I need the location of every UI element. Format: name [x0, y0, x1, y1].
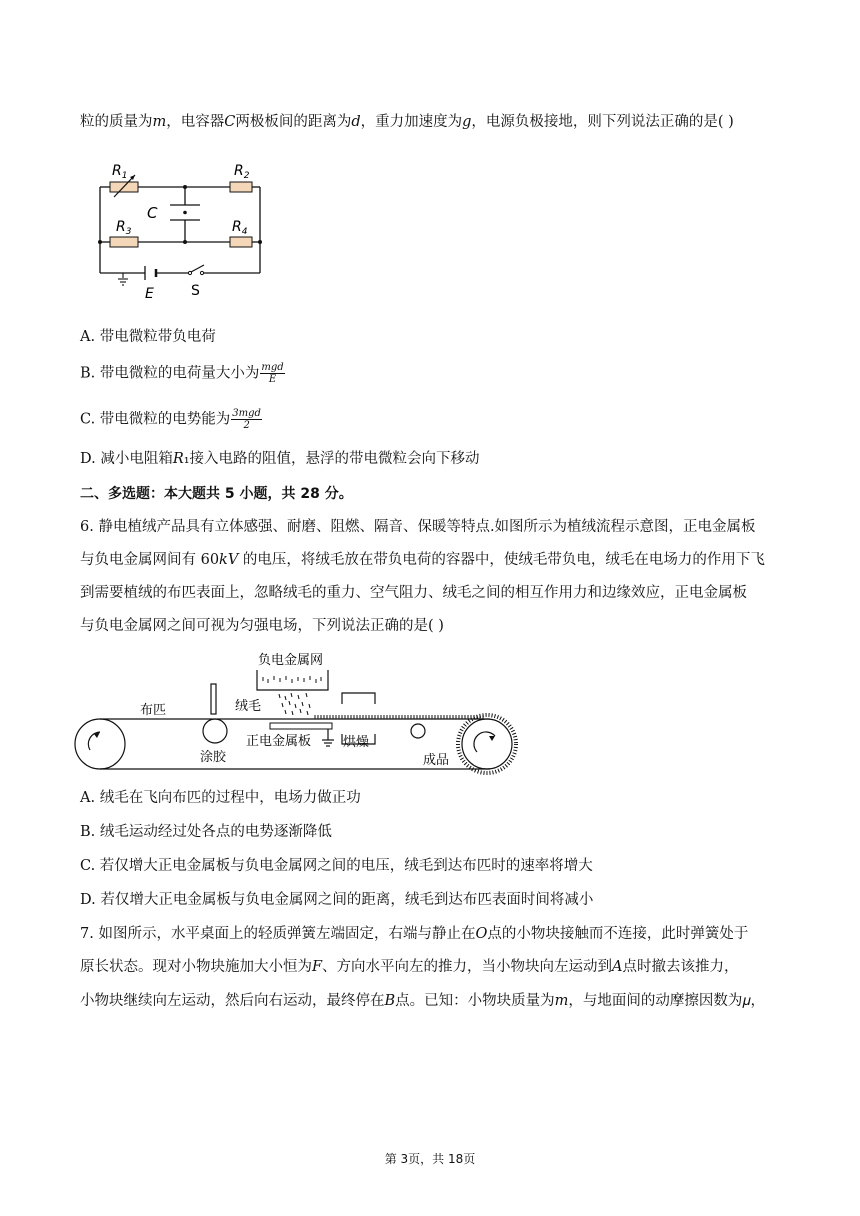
label-r3: R — [116, 219, 126, 235]
positive-plate — [270, 723, 332, 729]
q6-option-c: C. 若仅增大正电金属板与负电金属网之间的电压，绒毛到达布匹时的速率将增大 — [80, 858, 593, 874]
q7-stem-line: 小物块继续向左运动，然后向右运动，最终停在𝐵点。已知：小物块质量为𝑚，与地面间的动摩擦因数为𝜇， — [80, 993, 765, 1009]
fraction: $\frac{\text{3mgd}}{2}$ — [232, 408, 261, 431]
label-c: C — [147, 204, 158, 222]
flocking-diagram — [70, 648, 720, 776]
q5-option-d: D. 减小电阻箱𝑅₁接入电路的阻值，悬浮的带电微粒会向下移动 — [80, 451, 480, 467]
label-negative-mesh: 负电金属网 — [258, 653, 324, 668]
charged-particle — [183, 211, 187, 215]
q6-stem-line: 到需要植绒的布匹表面上，忽略绒毛的重力、空气阻力、绒毛之间的相互作用力和边缘效应，正电金属板 — [80, 585, 747, 601]
svg-text:R1: $R_1$ — [112, 163, 128, 181]
label-r2: R — [234, 163, 244, 179]
label-glue: 涂胶 — [200, 750, 227, 765]
svg-text:R2: $R_2$ — [234, 163, 250, 181]
resistor-r4 — [230, 237, 252, 247]
q6-stem-line: 6. 静电植绒产品具有立体感强、耐磨、阻燃、隔音、保暖等特点.如图所示为植绒流程示意图，正电金属板 — [80, 519, 756, 535]
section-heading: 二、多选题：本大题共 5 小题，共 28 分。 — [80, 486, 353, 502]
q6-option-d: D. 若仅增大正电金属板与负电金属网之间的距离，绒毛到达布匹表面时间将减小 — [80, 892, 594, 908]
svg-text:R3: $R_3$ — [116, 219, 132, 237]
q5-stem-line: 粒的质量为𝑚，电容器𝐶两极板间的距离为𝑑，重力加速度为𝑔，电源负极接地，则下列说法正确的是( ) — [80, 114, 734, 130]
label-s: S — [191, 283, 200, 299]
q5-option-c: C. 带电微粒的电势能为 $\frac{\text{3mgd}}{2}$ — [80, 408, 261, 431]
page-footer: 第 3页，共 18页 — [384, 1152, 476, 1166]
q5-option-a: A. 带电微粒带负电荷 — [80, 329, 216, 345]
q6-stem-line: 与负电金属网间有 60𝑘𝑉 的电压，将绒毛放在带负电荷的容器中，使绒毛带负电，绒毛在电场力的作用下飞 — [80, 552, 765, 568]
q7-stem-line: 7. 如图所示，水平桌面上的轻质弹簧左端固定，右端与静止在𝑂点的小物块接触而不连接，此时弹簧处于 — [80, 926, 749, 942]
q6-option-b: B. 绒毛运动经过处各点的电势逐渐降低 — [80, 824, 332, 840]
resistor-r2 — [230, 182, 252, 192]
q6-stem-line: 与负电金属网之间可视为匀强电场，下列说法正确的是( ) — [80, 618, 444, 634]
circuit-diagram — [90, 155, 280, 305]
q6-option-a: A. 绒毛在飞向布匹的过程中，电场力做正功 — [80, 790, 361, 806]
label-dry: 烘燥 — [343, 735, 370, 750]
svg-text:R4: $R_4$ — [232, 219, 248, 237]
label-cloth: 布匹 — [140, 703, 167, 718]
label-r4: R — [232, 219, 242, 235]
label-positive-plate: 正电金属板 — [246, 734, 312, 749]
label-product: 成品 — [423, 753, 450, 768]
q7-stem-line: 原长状态。现对小物块施加大小恒为𝐹、方向水平向左的推力，当小物块向左运动到𝐴点时撤去该推力， — [80, 959, 739, 975]
label-r1: R — [112, 163, 122, 179]
resistor-r3 — [110, 237, 138, 247]
fraction: $\frac{\text{mgd}}{E}$ — [261, 362, 284, 385]
label-fluff: 绒毛 — [235, 699, 262, 714]
q5-option-b: B. 带电微粒的电荷量大小为 $\frac{\text{mgd}}{E}$ — [80, 362, 284, 385]
label-e: E — [145, 286, 154, 302]
falling-fluff — [263, 676, 321, 715]
